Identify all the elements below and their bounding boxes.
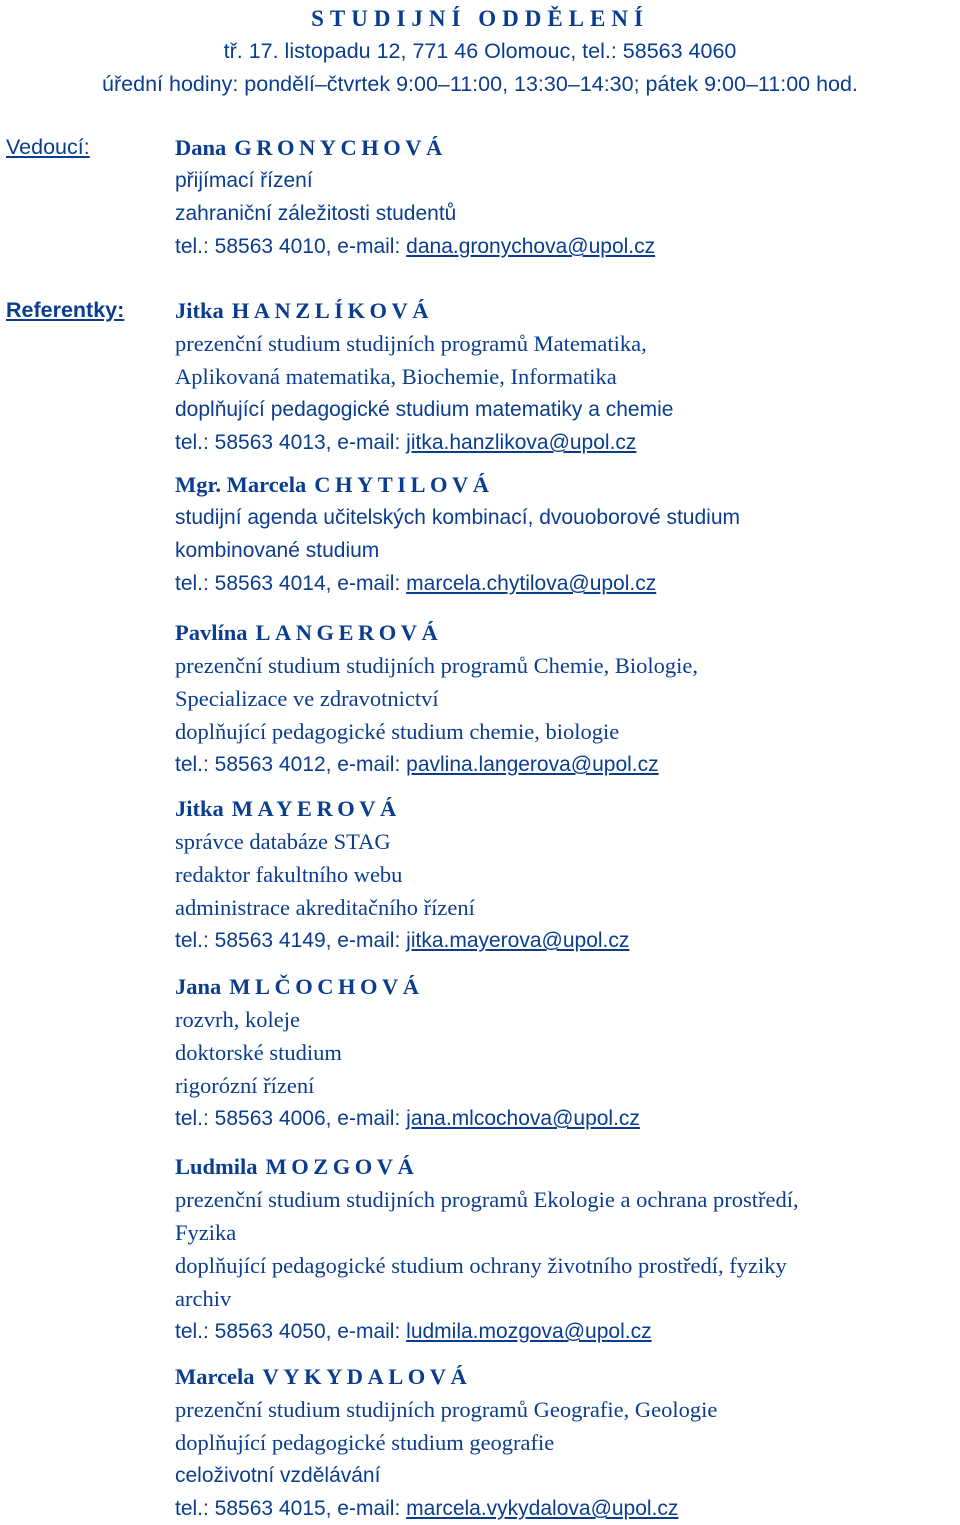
office-hours: úřední hodiny: pondělí–čtvrtek 9:00–11:00, 13:30–14:30; pátek 9:00–11:00 hod. <box>102 72 858 96</box>
person-duty: Fyzika <box>175 1220 237 1245</box>
person-first-name: Jitka <box>175 796 224 821</box>
person-duty: celoživotní vzdělávání <box>175 1464 381 1487</box>
person-duty: doplňující pedagogické studium geografie <box>175 1430 555 1455</box>
referent-card <box>175 970 960 1135</box>
person-duty: Aplikovaná matematika, Biochemie, Informatika <box>175 364 617 389</box>
person-duty: redaktor fakultního webu <box>175 862 403 887</box>
department-address: tř. 17. listopadu 12, 771 46 Olomouc, tel.: 58563 4060 <box>223 39 737 63</box>
person-duty: doktorské studium <box>175 1040 342 1065</box>
person-duty: doplňující pedagogické studium ochrany životního prostředí, fyziky <box>175 1253 787 1278</box>
email-link[interactable]: dana.gronychova@upol.cz <box>406 235 656 258</box>
person-surname: CHYTILOVÁ <box>314 472 494 497</box>
person-duty: archiv <box>175 1286 232 1311</box>
contact-tel: tel.: 58563 4014, e-mail: <box>175 572 407 595</box>
contact-tel: tel.: 58563 4012, e-mail: <box>175 753 407 776</box>
person-duty: administrace akreditačního řízení <box>175 895 475 920</box>
person-duty: správce databáze STAG <box>175 829 391 854</box>
person-contact <box>175 1492 960 1525</box>
person-name <box>175 468 960 501</box>
person-first-name: Pavlína <box>175 620 248 645</box>
email-link[interactable]: ludmila.mozgova@upol.cz <box>406 1320 652 1343</box>
person-duty: prezenční studium studijních programů Chemie, Biologie, <box>175 653 699 678</box>
person-duty: rigorózní řízení <box>175 1073 315 1098</box>
person-name <box>175 616 960 649</box>
person-duty: přijímací řízení <box>175 169 313 192</box>
person-duty: studijní agenda učitelských kombinací, dvouoborové studium <box>175 506 740 529</box>
referent-card <box>175 468 960 600</box>
person-surname: HANZLÍKOVÁ <box>231 298 434 323</box>
contact-tel: tel.: 58563 4006, e-mail: <box>175 1107 407 1130</box>
person-contact <box>175 924 960 957</box>
person-duty: doplňující pedagogické studium chemie, biologie <box>175 719 620 744</box>
person-duty: prezenční studium studijních programů Ekologie a ochrana prostředí, <box>175 1187 799 1212</box>
email-link[interactable]: jana.mlcochova@upol.cz <box>406 1107 640 1130</box>
person-surname: VYKYDALOVÁ <box>262 1364 472 1389</box>
person-duty: kombinované studium <box>175 539 380 562</box>
contact-tel: tel.: 58563 4013, e-mail: <box>175 431 407 454</box>
person-surname: GRONYCHOVÁ <box>234 135 447 160</box>
referent-card <box>175 1360 960 1525</box>
person-duty: prezenční studium studijních programů Matematika, <box>175 331 647 356</box>
contact-tel: tel.: 58563 4050, e-mail: <box>175 1320 407 1343</box>
person-name <box>175 131 960 164</box>
person-first-name: Mgr. Marcela <box>175 472 307 497</box>
page-header <box>0 2 960 101</box>
referent-card <box>175 792 960 957</box>
person-surname: MAYEROVÁ <box>231 796 401 821</box>
referent-card <box>175 616 960 781</box>
referent-card <box>175 294 960 459</box>
person-duty: Specializace ve zdravotnictví <box>175 686 439 711</box>
email-link[interactable]: jitka.hanzlikova@upol.cz <box>406 431 637 454</box>
person-name <box>175 294 960 327</box>
contact-tel: tel.: 58563 4010, e-mail: <box>175 235 407 258</box>
person-duty: prezenční studium studijních programů Geografie, Geologie <box>175 1397 718 1422</box>
person-duty: rozvrh, koleje <box>175 1007 300 1032</box>
person-first-name: Dana <box>175 135 227 160</box>
department-title: STUDIJNÍ ODDĚLENÍ <box>311 6 649 31</box>
person-first-name: Jana <box>175 974 222 999</box>
person-contact <box>175 230 960 263</box>
person-surname: MLČOCHOVÁ <box>229 974 424 999</box>
person-first-name: Jitka <box>175 298 224 323</box>
email-link[interactable]: marcela.chytilova@upol.cz <box>406 572 657 595</box>
head-person <box>175 131 960 263</box>
person-surname: MOZGOVÁ <box>265 1154 419 1179</box>
head-label: Vedoucí: <box>6 135 90 159</box>
person-name <box>175 970 960 1003</box>
referents-label: Referentky: <box>6 298 125 322</box>
person-contact <box>175 1315 960 1348</box>
contact-tel: tel.: 58563 4149, e-mail: <box>175 929 407 952</box>
person-first-name: Marcela <box>175 1364 255 1389</box>
referent-card <box>175 1150 960 1348</box>
person-name <box>175 1150 960 1183</box>
person-first-name: Ludmila <box>175 1154 258 1179</box>
person-name <box>175 1360 960 1393</box>
contact-tel: tel.: 58563 4015, e-mail: <box>175 1497 407 1520</box>
person-contact <box>175 748 960 781</box>
email-link[interactable]: marcela.vykydalova@upol.cz <box>406 1497 679 1520</box>
person-duty: zahraniční záležitosti studentů <box>175 202 457 225</box>
email-link[interactable]: pavlina.langerova@upol.cz <box>406 753 659 776</box>
person-duty: doplňující pedagogické studium matematiky a chemie <box>175 398 674 421</box>
email-link[interactable]: jitka.mayerova@upol.cz <box>406 929 630 952</box>
person-contact <box>175 426 960 459</box>
person-name <box>175 792 960 825</box>
person-contact <box>175 567 960 600</box>
person-contact <box>175 1102 960 1135</box>
person-surname: LANGEROVÁ <box>255 620 443 645</box>
